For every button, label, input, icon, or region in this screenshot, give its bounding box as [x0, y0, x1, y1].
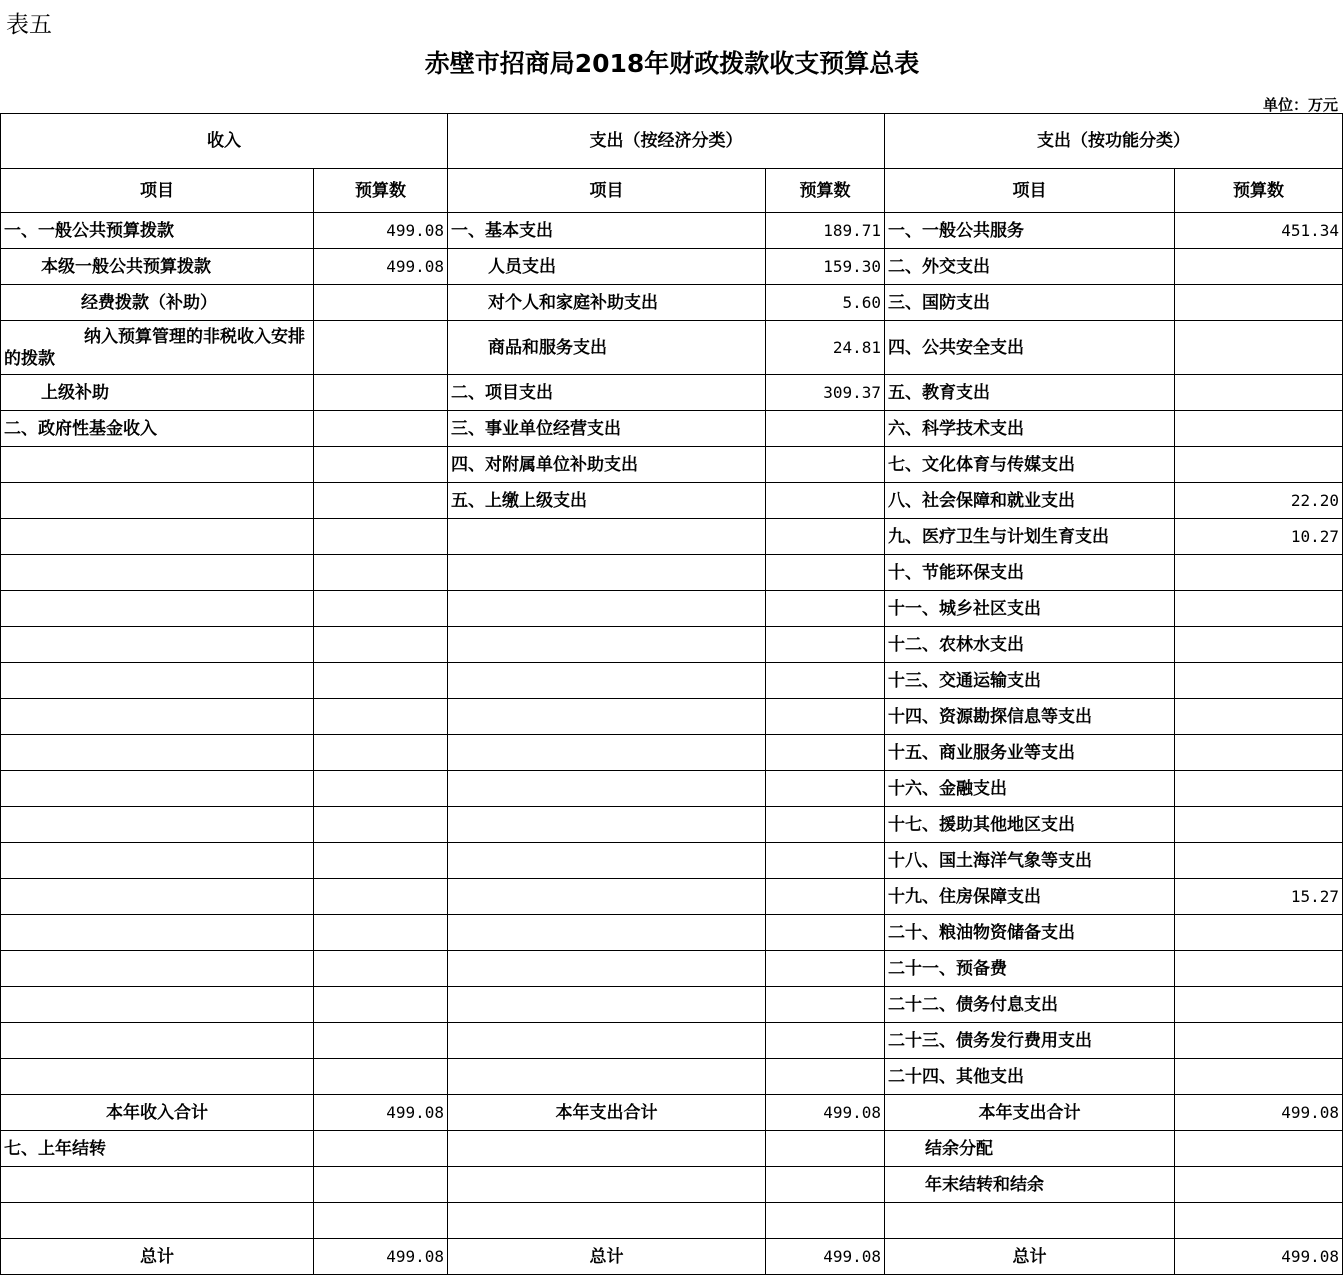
income-value — [314, 915, 448, 951]
table-row — [1, 915, 1343, 951]
table-row — [1, 411, 1343, 447]
income-value — [314, 1023, 448, 1059]
income-value — [314, 375, 448, 411]
income-section-header: 收入 — [1, 114, 448, 169]
func-value — [1175, 807, 1343, 843]
econ-value — [766, 915, 885, 951]
func-value: 10.27 — [1175, 519, 1343, 555]
table-row — [1, 519, 1343, 555]
table-row — [1, 735, 1343, 771]
func-value — [1175, 771, 1343, 807]
table-row — [1, 987, 1343, 1023]
income-item — [1, 807, 314, 843]
income-value — [314, 879, 448, 915]
econ-value — [766, 987, 885, 1023]
econ-value — [766, 483, 885, 519]
econ-value — [766, 1131, 885, 1167]
subtotal-row — [1, 1095, 1343, 1131]
func-item: 一、一般公共服务 — [885, 213, 1175, 249]
econ-item — [448, 1131, 766, 1167]
econ-item: 对个人和家庭补助支出 — [448, 285, 766, 321]
income-item: 上级补助 — [1, 375, 314, 411]
income-item — [1, 699, 314, 735]
income-value — [314, 591, 448, 627]
func-value — [1175, 285, 1343, 321]
table-row — [1, 555, 1343, 591]
func-item: 年末结转和结余 — [885, 1167, 1175, 1203]
table-row — [1, 663, 1343, 699]
econ-value — [766, 1023, 885, 1059]
econ-item — [448, 519, 766, 555]
income-value — [314, 519, 448, 555]
econ-item — [448, 915, 766, 951]
econ-item — [448, 807, 766, 843]
income-value: 499.08 — [314, 1239, 448, 1275]
econ-value — [766, 447, 885, 483]
func-item: 三、国防支出 — [885, 285, 1175, 321]
income-item: 本年收入合计 — [1, 1095, 314, 1131]
func-item: 二十、粮油物资储备支出 — [885, 915, 1175, 951]
func-item: 十、节能环保支出 — [885, 555, 1175, 591]
econ-item — [448, 1203, 766, 1239]
econ-value — [766, 807, 885, 843]
func-value — [1175, 1131, 1343, 1167]
table-row — [1, 1203, 1343, 1239]
income-item — [1, 591, 314, 627]
func-value — [1175, 321, 1343, 375]
func-value — [1175, 555, 1343, 591]
table-row — [1, 771, 1343, 807]
econ-item: 一、基本支出 — [448, 213, 766, 249]
income-value — [314, 285, 448, 321]
econ-value: 5.60 — [766, 285, 885, 321]
func-value — [1175, 915, 1343, 951]
func-item: 十七、援助其他地区支出 — [885, 807, 1175, 843]
econ-item — [448, 699, 766, 735]
table-row — [1, 1059, 1343, 1095]
econ-value — [766, 627, 885, 663]
econ-budget-header: 预算数 — [766, 169, 885, 213]
income-item — [1, 915, 314, 951]
table-row — [1, 321, 1343, 375]
econ-item: 四、对附属单位补助支出 — [448, 447, 766, 483]
income-item — [1, 987, 314, 1023]
econ-item: 总计 — [448, 1239, 766, 1275]
econ-value: 499.08 — [766, 1095, 885, 1131]
func-value — [1175, 627, 1343, 663]
func-item: 八、社会保障和就业支出 — [885, 483, 1175, 519]
func-item: 十八、国土海洋气象等支出 — [885, 843, 1175, 879]
econ-value — [766, 1203, 885, 1239]
income-value — [314, 411, 448, 447]
func-value — [1175, 699, 1343, 735]
table-row — [1, 249, 1343, 285]
econ-item — [448, 591, 766, 627]
income-item — [1, 627, 314, 663]
income-value — [314, 1131, 448, 1167]
func-value — [1175, 375, 1343, 411]
income-item: 二、政府性基金收入 — [1, 411, 314, 447]
income-value — [314, 1203, 448, 1239]
income-value: 499.08 — [314, 213, 448, 249]
table-row — [1, 483, 1343, 519]
func-item: 十六、金融支出 — [885, 771, 1175, 807]
income-value — [314, 663, 448, 699]
func-item: 四、公共安全支出 — [885, 321, 1175, 375]
func-item-header: 项目 — [885, 169, 1175, 213]
econ-item: 人员支出 — [448, 249, 766, 285]
econ-item — [448, 555, 766, 591]
econ-value — [766, 411, 885, 447]
income-item — [1, 663, 314, 699]
func-value — [1175, 1023, 1343, 1059]
table-row — [1, 627, 1343, 663]
income-value — [314, 1059, 448, 1095]
func-value — [1175, 987, 1343, 1023]
income-value — [314, 987, 448, 1023]
econ-value — [766, 519, 885, 555]
income-item: 总计 — [1, 1239, 314, 1275]
income-item: 一、一般公共预算拨款 — [1, 213, 314, 249]
econ-value — [766, 1059, 885, 1095]
func-item: 十五、商业服务业等支出 — [885, 735, 1175, 771]
income-item — [1, 555, 314, 591]
econ-value — [766, 951, 885, 987]
econ-value: 499.08 — [766, 1239, 885, 1275]
income-item — [1, 447, 314, 483]
income-value: 499.08 — [314, 1095, 448, 1131]
income-value: 499.08 — [314, 249, 448, 285]
func-value: 451.34 — [1175, 213, 1343, 249]
table-row — [1, 1023, 1343, 1059]
econ-value — [766, 771, 885, 807]
econ-value: 159.30 — [766, 249, 885, 285]
section-header-row — [1, 114, 1343, 169]
page-title: 赤壁市招商局2018年财政拨款收支预算总表 — [424, 49, 920, 78]
func-value — [1175, 249, 1343, 285]
table-row — [1, 951, 1343, 987]
func-value — [1175, 447, 1343, 483]
func-item: 二十二、债务付息支出 — [885, 987, 1175, 1023]
table-row — [1, 879, 1343, 915]
econ-value: 24.81 — [766, 321, 885, 375]
econ-value — [766, 735, 885, 771]
econ-item — [448, 771, 766, 807]
func-item: 七、文化体育与传媒支出 — [885, 447, 1175, 483]
econ-value: 189.71 — [766, 213, 885, 249]
income-value — [314, 555, 448, 591]
func-value — [1175, 1059, 1343, 1095]
income-item — [1, 951, 314, 987]
income-value — [314, 447, 448, 483]
income-value — [314, 321, 448, 375]
table-row — [1, 213, 1343, 249]
func-item — [885, 1203, 1175, 1239]
table-row — [1, 447, 1343, 483]
income-item — [1, 483, 314, 519]
table-row — [1, 285, 1343, 321]
econ-item — [448, 735, 766, 771]
income-item: 纳入预算管理的非税收入安排的拨款 — [1, 321, 314, 375]
econ-value — [766, 591, 885, 627]
func-value: 499.08 — [1175, 1239, 1343, 1275]
income-item: 本级一般公共预算拨款 — [1, 249, 314, 285]
econ-value — [766, 879, 885, 915]
econ-item: 本年支出合计 — [448, 1095, 766, 1131]
func-item: 十二、农林水支出 — [885, 627, 1175, 663]
func-item: 二十一、预备费 — [885, 951, 1175, 987]
econ-item — [448, 879, 766, 915]
econ-value — [766, 843, 885, 879]
income-budget-header: 预算数 — [314, 169, 448, 213]
income-item — [1, 1023, 314, 1059]
income-item — [1, 1203, 314, 1239]
table-row — [1, 1167, 1343, 1203]
func-value — [1175, 663, 1343, 699]
func-value — [1175, 411, 1343, 447]
func-value — [1175, 951, 1343, 987]
econ-item — [448, 627, 766, 663]
func-item: 本年支出合计 — [885, 1095, 1175, 1131]
income-value — [314, 1167, 448, 1203]
column-header-row — [1, 169, 1343, 213]
income-item — [1, 519, 314, 555]
econ-value — [766, 1167, 885, 1203]
income-value — [314, 771, 448, 807]
econ-section-header: 支出（按经济分类） — [448, 114, 885, 169]
econ-value: 309.37 — [766, 375, 885, 411]
income-value — [314, 807, 448, 843]
econ-item: 五、上缴上级支出 — [448, 483, 766, 519]
func-item: 十一、城乡社区支出 — [885, 591, 1175, 627]
econ-value — [766, 699, 885, 735]
budget-table — [0, 113, 1343, 1275]
econ-item — [448, 1023, 766, 1059]
income-item: 经费拨款（补助） — [1, 285, 314, 321]
func-item: 九、医疗卫生与计划生育支出 — [885, 519, 1175, 555]
income-item — [1, 735, 314, 771]
table-row — [1, 591, 1343, 627]
income-item-header: 项目 — [1, 169, 314, 213]
econ-item — [448, 663, 766, 699]
func-value — [1175, 1167, 1343, 1203]
table-row — [1, 1131, 1343, 1167]
func-item: 十九、住房保障支出 — [885, 879, 1175, 915]
econ-item: 三、事业单位经营支出 — [448, 411, 766, 447]
income-item — [1, 771, 314, 807]
income-item: 七、上年结转 — [1, 1131, 314, 1167]
func-value — [1175, 1203, 1343, 1239]
func-item: 十四、资源勘探信息等支出 — [885, 699, 1175, 735]
func-item: 二十三、债务发行费用支出 — [885, 1023, 1175, 1059]
income-item — [1, 879, 314, 915]
func-value: 22.20 — [1175, 483, 1343, 519]
income-value — [314, 483, 448, 519]
func-item: 结余分配 — [885, 1131, 1175, 1167]
func-value — [1175, 843, 1343, 879]
func-item: 总计 — [885, 1239, 1175, 1275]
func-value — [1175, 735, 1343, 771]
table-row — [1, 699, 1343, 735]
econ-item — [448, 951, 766, 987]
func-budget-header: 预算数 — [1175, 169, 1343, 213]
table-row — [1, 807, 1343, 843]
func-value: 15.27 — [1175, 879, 1343, 915]
func-item: 二十四、其他支出 — [885, 1059, 1175, 1095]
econ-item: 二、项目支出 — [448, 375, 766, 411]
func-item: 六、科学技术支出 — [885, 411, 1175, 447]
func-value — [1175, 591, 1343, 627]
income-value — [314, 699, 448, 735]
econ-item — [448, 843, 766, 879]
income-item — [1, 843, 314, 879]
func-value: 499.08 — [1175, 1095, 1343, 1131]
income-item — [1, 1167, 314, 1203]
econ-item-header: 项目 — [448, 169, 766, 213]
income-item — [1, 1059, 314, 1095]
income-value — [314, 627, 448, 663]
econ-item — [448, 1167, 766, 1203]
income-value — [314, 843, 448, 879]
func-item: 十三、交通运输支出 — [885, 663, 1175, 699]
econ-value — [766, 555, 885, 591]
income-value — [314, 735, 448, 771]
table-row — [1, 843, 1343, 879]
econ-item — [448, 1059, 766, 1095]
income-value — [314, 951, 448, 987]
unit-label: 单位：万元 — [1262, 96, 1338, 114]
econ-item: 商品和服务支出 — [448, 321, 766, 375]
table-label: 表五 — [6, 12, 52, 38]
func-section-header: 支出（按功能分类） — [885, 114, 1343, 169]
func-item: 二、外交支出 — [885, 249, 1175, 285]
total-row — [1, 1239, 1343, 1275]
econ-item — [448, 987, 766, 1023]
func-item: 五、教育支出 — [885, 375, 1175, 411]
table-row — [1, 375, 1343, 411]
econ-value — [766, 663, 885, 699]
